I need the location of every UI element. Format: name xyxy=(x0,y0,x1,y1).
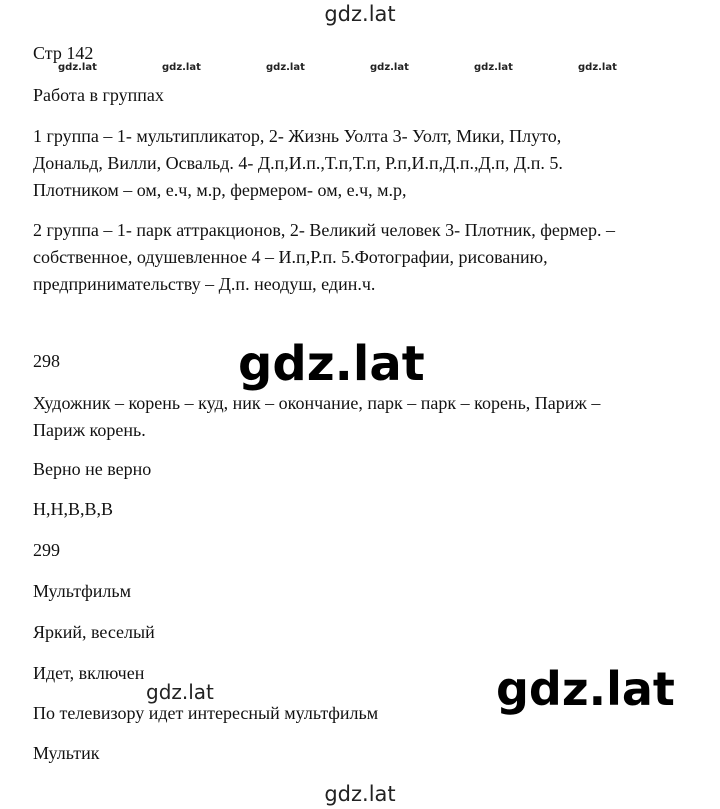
answers-line: Н,Н,В,В,В xyxy=(33,499,114,519)
group1-line: Дональд, Вилли, Освальд. 4- Д.п,И.п.,Т.п,Т.п, Р.п,И.п,Д.п.,Д.п, Д.п. 5. xyxy=(33,153,563,173)
word-verbs: Идет, включен xyxy=(33,663,145,683)
watermark-small-3: gdz.lat xyxy=(266,62,305,73)
word-cartoon-short: Мультик xyxy=(33,743,100,763)
watermark-bottom: gdz.lat xyxy=(324,782,396,806)
group2-line: предпринимательству – Д.п. неодуш, един.ч. xyxy=(33,274,376,294)
watermark-small-4: gdz.lat xyxy=(370,62,409,73)
sentence-line: По телевизору идет интересный мультфильм xyxy=(33,703,379,723)
watermark-top: gdz.lat xyxy=(324,2,396,26)
group2-line: собственное, одушевленное 4 – И.п,Р.п. 5.Фотографии, рисованию, xyxy=(33,247,548,267)
watermark-small-5: gdz.lat xyxy=(474,62,513,73)
exercise-298-text xyxy=(33,390,600,444)
group2-paragraph xyxy=(33,217,615,298)
true-false-label: Верно не верно xyxy=(33,459,152,479)
watermark-small-1: gdz.lat xyxy=(58,62,97,73)
exercise-298-number: 298 xyxy=(33,351,60,371)
word-cartoon: Мультфильм xyxy=(33,581,132,601)
exercise-298-line: Париж корень. xyxy=(33,420,146,440)
page-label: Стр 142 xyxy=(33,43,94,63)
group1-line: Плотником – ом, е.ч, м.р, фермером- ом, е.ч, м.р, xyxy=(33,180,407,200)
watermark-large-1: gdz.lat xyxy=(238,336,425,392)
word-adjectives: Яркий, веселый xyxy=(33,622,155,642)
section-heading: Работа в группах xyxy=(33,85,164,105)
watermark-mid: gdz.lat xyxy=(146,680,214,704)
watermark-large-2: gdz.lat xyxy=(496,662,675,716)
exercise-298-line: Художник – корень – куд, ник – окончание, парк – парк – корень, Париж – xyxy=(33,393,601,413)
watermark-small-6: gdz.lat xyxy=(578,62,617,73)
group2-line: 2 группа – 1- парк аттракционов, 2- Великий человек 3- Плотник, фермер. – xyxy=(33,220,616,240)
watermark-small-2: gdz.lat xyxy=(162,62,201,73)
exercise-299-number: 299 xyxy=(33,540,60,560)
group1-line: 1 группа – 1- мультипликатор, 2- Жизнь Уолта 3- Уолт, Мики, Плуто, xyxy=(33,126,562,146)
group1-paragraph xyxy=(33,123,563,204)
